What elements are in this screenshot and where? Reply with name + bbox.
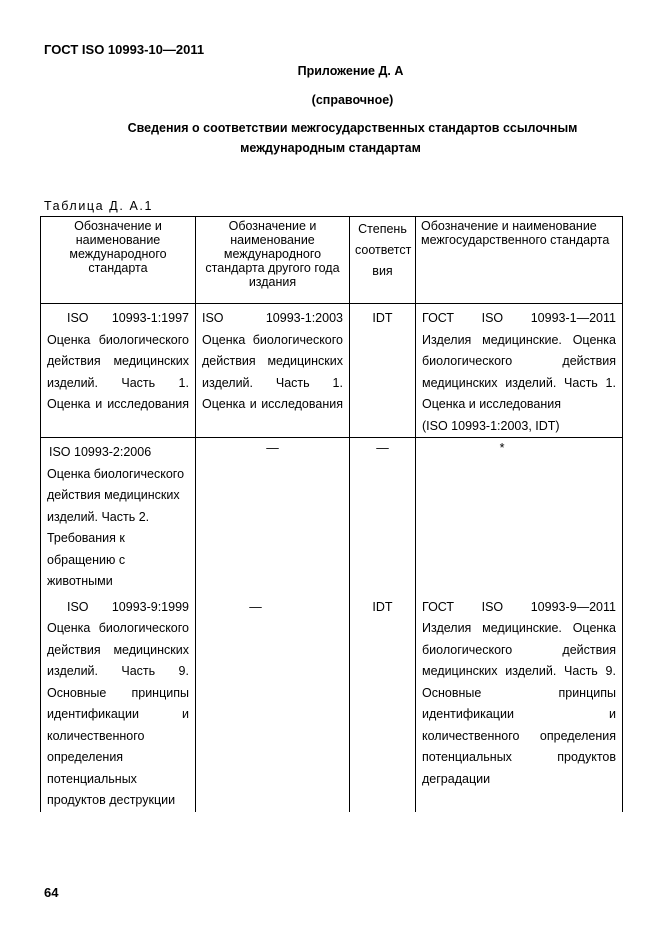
table-row [41, 438, 623, 593]
cell-line: действия медицинских [47, 354, 189, 368]
cell-line: идентификации и [422, 707, 616, 721]
cell-line: Основные принципы [47, 685, 189, 700]
cell-line: Основные принципы [422, 685, 616, 700]
cell-line: медицинских изделий. Часть 9. [422, 664, 616, 678]
cell-line: Изделия медицинские. Оценка [422, 621, 616, 635]
cell-line: потенциальных [47, 771, 137, 786]
cell-line: ISO 10993-1:1997 [67, 311, 189, 325]
cell-interstate [416, 593, 623, 812]
table-caption: Таблица Д. А.1 [44, 199, 154, 213]
cell-line: ISO 10993-1:2003 [202, 311, 343, 325]
standards-table [40, 216, 623, 812]
cell-interstate [416, 304, 623, 438]
header-interstate-standard: Обозначение и наименование межгосударственного стандарта [416, 217, 623, 304]
cell-line: ISO 10993-9:1999 [67, 599, 189, 614]
cell-line: изделий. Часть 2. [47, 509, 150, 524]
cell-intl [41, 304, 196, 438]
cell-line: животными [47, 574, 113, 588]
page-number: 64 [44, 885, 59, 900]
appendix-heading-line1: Сведения о соответствии межгосударственных стандартов ссылочным [127, 121, 578, 135]
cell-line: Изделия медицинские. Оценка [422, 332, 616, 347]
header-other-year-standard: Обозначение и наименование международного стандарта другого года издания [196, 217, 350, 304]
cell-intl [41, 438, 196, 593]
header-degree: Степень соответст вия [350, 217, 416, 304]
cell-line: продуктов деструкции [47, 793, 176, 807]
cell-line: Оценка и исследования [422, 397, 562, 411]
cell-other-year: — [196, 593, 350, 812]
table-header-row [41, 217, 623, 304]
cell-degree: IDT [350, 593, 416, 812]
cell-intl [41, 593, 196, 812]
cell-line: изделий. Часть 1. [47, 375, 189, 390]
cell-degree: IDT [350, 304, 416, 438]
cell-line: обращению с [47, 552, 126, 567]
document-id: ГОСТ ISO 10993-10—2011 [44, 42, 205, 57]
cell-line: ГОСТ ISO 10993-9—2011 [422, 599, 616, 614]
cell-line: действия медицинских [47, 642, 189, 657]
cell-line: количественного определения [422, 728, 616, 743]
cell-line: биологического действия [422, 354, 616, 368]
cell-line: изделий. Часть 9. [47, 664, 189, 678]
cell-interstate: * [416, 438, 623, 593]
cell-line: Оценка и исследования [202, 397, 343, 411]
cell-other-year [196, 304, 350, 438]
appendix-heading-line2: международным стандартам [240, 141, 421, 155]
cell-line: действия медицинских [47, 488, 180, 502]
cell-line: потенциальных продуктов [422, 750, 616, 764]
cell-line: биологического действия [422, 642, 616, 657]
cell-line: изделий. Часть 1. [202, 375, 343, 390]
cell-line: определения [47, 750, 124, 764]
cell-line: количественного [47, 728, 145, 743]
appendix-title: Приложение Д. А [297, 64, 404, 78]
cell-degree: — [350, 438, 416, 593]
table-row [41, 593, 623, 812]
table-row [41, 304, 623, 438]
cell-line: Требования к [47, 531, 125, 545]
cell-line: Оценка биологического [202, 332, 343, 347]
appendix-subtitle: (справочное) [311, 93, 394, 107]
cell-line: идентификации и [47, 707, 189, 721]
cell-line: медицинских изделий. Часть 1. [422, 375, 616, 390]
cell-line: действия медицинских [202, 354, 343, 368]
cell-line: ISO 10993-2:2006 [49, 445, 152, 459]
cell-line: Оценка и исследования [47, 397, 189, 411]
cell-line: (ISO 10993-1:2003, IDT) [422, 418, 560, 433]
cell-line: Оценка биологического [47, 332, 189, 347]
cell-line: ГОСТ ISO 10993-1—2011 [422, 311, 616, 325]
cell-line: деградации [422, 771, 491, 786]
cell-line: Оценка биологического [47, 621, 189, 635]
cell-other-year: — [196, 438, 350, 593]
cell-line: Оценка биологического [47, 466, 185, 481]
header-intl-standard: Обозначение и наименование международного стандарта [41, 217, 196, 304]
